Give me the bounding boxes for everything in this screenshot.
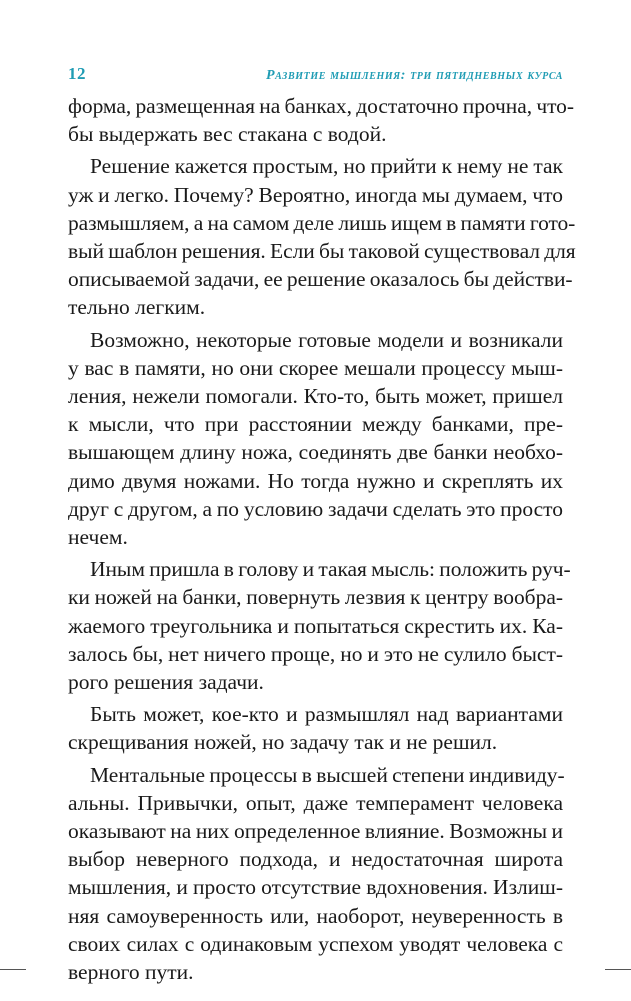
body-text: [68, 92, 576, 986]
text-line: своих силах с одинаковым успехом уводят человека с: [68, 931, 563, 956]
text-line: у вас в памяти, но они скорее мешали процессу мыш-: [68, 355, 563, 380]
text-line: описываемой задачи, ее решение оказалось бы действи-: [68, 267, 573, 292]
text-line: Быть может, кое-кто и размышлял над вариантами: [90, 702, 563, 727]
crop-mark-left: [0, 969, 26, 970]
text-line: рого решения задачи.: [68, 670, 264, 695]
text-line: димо двумя ножами. Но тогда нужно и скреплять их: [68, 468, 563, 493]
text-line: к мысли, что при расстоянии между банками, пре-: [68, 412, 563, 437]
text-line: оказывают на них определенное влияние. Возможны и: [68, 819, 563, 844]
paragraph: [68, 152, 576, 321]
text-line: Решение кажется простым, но прийти к нему не так: [90, 154, 563, 179]
text-line: вый шаблон решения. Если бы таковой существовал для: [68, 239, 576, 264]
text-line: тельно легким.: [68, 295, 206, 320]
text-line: уж и легко. Почему? Вероятно, иногда мы думаем, что: [68, 182, 563, 207]
book-title: Развитие мышления: три пятидневных курса: [266, 68, 563, 83]
text-line: форма, размещенная на банках, достаточно прочна, что-: [68, 94, 574, 118]
paragraph: [68, 326, 563, 552]
paragraph: [68, 761, 563, 987]
text-line: размышляем, а на самом деле лишь ищем в памяти гото-: [68, 210, 576, 235]
text-line: залось бы, нет ничего проще, но и это не сулило быст-: [68, 641, 563, 666]
text-line: ления, нежели помогали. Кто-то, быть может, пришел: [68, 384, 563, 409]
text-line: альны. Привычки, опыт, даже темперамент человека: [68, 790, 563, 815]
text-line: вышающем длину ножа, соединять две банки необхо-: [68, 440, 563, 465]
text-line: скрещивания ножей, но задачу так и не решил.: [68, 730, 498, 755]
page-number: 12: [68, 64, 86, 83]
text-line: нечем.: [68, 525, 128, 550]
paragraph: [68, 555, 571, 696]
text-line: выбор неверного подхода, и недостаточная широта: [68, 847, 563, 872]
text-line: няя самоуверенность или, наоборот, неуверенность в: [68, 903, 563, 928]
text-line: верного пути.: [68, 960, 194, 985]
crop-mark-right: [605, 969, 631, 970]
text-line: Иным пришла в голову и такая мысль: положить руч-: [90, 557, 571, 582]
paragraph: [68, 700, 563, 756]
running-head: [68, 64, 563, 86]
text-line: Ментальные процессы в высшей степени индивиду-: [90, 762, 565, 787]
text-line: ки ножей на банки, повернуть лезвия к центру вообра-: [68, 585, 563, 610]
paragraph: [68, 92, 574, 148]
text-line: мышления, и просто отсутствие вдохновения. Излиш-: [68, 875, 563, 900]
text-line: жаемого треугольника и попытаться скрестить их. Ка-: [68, 613, 563, 638]
text-line: бы выдержать вес стакана с водой.: [68, 122, 387, 147]
text-line: Возможно, некоторые готовые модели и возникали: [90, 327, 563, 352]
text-line: друг с другом, а по условию задачи сделать это просто: [68, 496, 563, 521]
